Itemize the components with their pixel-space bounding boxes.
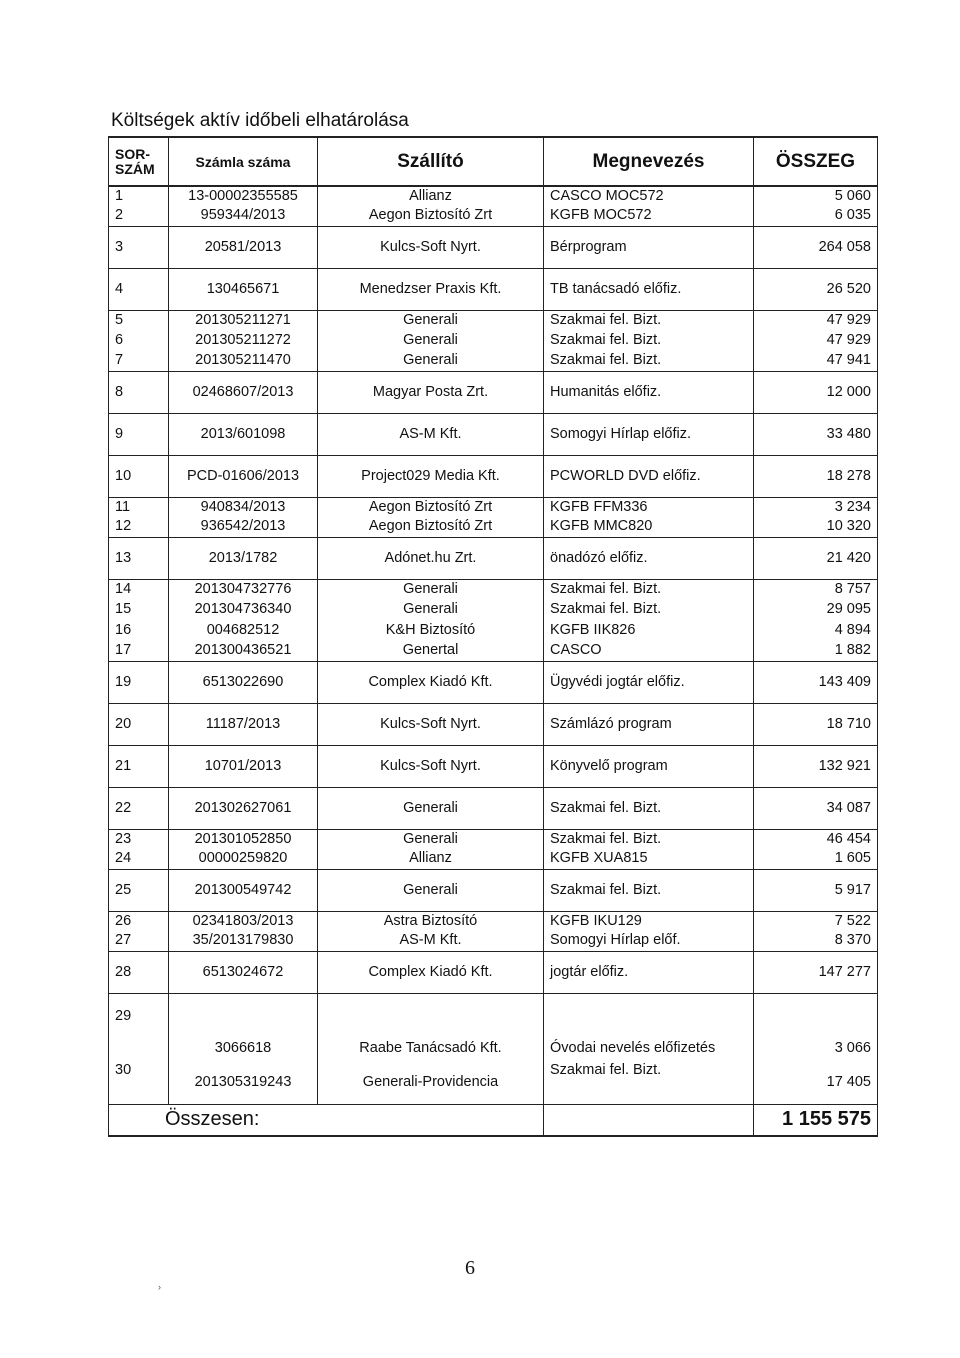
cell-megnevezes: Somogyi Hírlap előfiz. <box>544 413 754 455</box>
table-header-row <box>109 137 878 186</box>
cell-szallito: Aegon Biztosító Zrt <box>318 516 544 537</box>
total-label: Összesen: <box>109 1104 544 1136</box>
cell-osszeg: 1 605 <box>754 848 878 869</box>
cell-szamla: 201300549742 <box>169 869 318 911</box>
table-row <box>109 640 878 661</box>
table-row <box>109 619 878 640</box>
cell-szallito: Menedzser Praxis Kft. <box>318 268 544 310</box>
cell-osszeg: 6 035 <box>754 205 878 226</box>
cell-szallito: Genertal <box>318 640 544 661</box>
cell-megnevezes: Szakmai fel. Bizt. <box>544 598 754 619</box>
cell-szallito: Generali <box>318 350 544 371</box>
cell-osszeg: 47 929 <box>754 310 878 329</box>
cell-megnevezes: CASCO MOC572 <box>544 186 754 205</box>
cell-megnevezes: Somogyi Hírlap előf. <box>544 930 754 951</box>
cell-szallito: Generali <box>318 579 544 598</box>
table-row <box>109 598 878 619</box>
cell-megnevezes: KGFB XUA815 <box>544 848 754 869</box>
cell-szamla: 201305319243 <box>169 1060 318 1104</box>
cell-osszeg: 33 480 <box>754 413 878 455</box>
table-row <box>109 911 878 930</box>
cell-sor: 13 <box>109 537 169 579</box>
cell-szamla: 35/2013179830 <box>169 930 318 951</box>
table-row <box>109 537 878 579</box>
cell-sor: 4 <box>109 268 169 310</box>
cell-sor: 14 <box>109 579 169 598</box>
stray-mark: › <box>158 1282 161 1292</box>
cell-szamla: 201302627061 <box>169 787 318 829</box>
table-row <box>109 186 878 205</box>
cell-szamla: 11187/2013 <box>169 703 318 745</box>
cell-megnevezes: önadózó előfiz. <box>544 537 754 579</box>
cell-sor: 15 <box>109 598 169 619</box>
cell-megnevezes: PCWORLD DVD előfiz. <box>544 455 754 497</box>
cell-szamla: 004682512 <box>169 619 318 640</box>
table-row <box>109 310 878 329</box>
cell-osszeg: 5 917 <box>754 869 878 911</box>
cell-sor: 23 <box>109 829 169 848</box>
cell-megnevezes: Szakmai fel. Bizt. <box>544 787 754 829</box>
cell-sor: 11 <box>109 497 169 516</box>
cell-szallito: Generali <box>318 598 544 619</box>
cost-accruals-table <box>108 136 878 1137</box>
cell-szamla: 936542/2013 <box>169 516 318 537</box>
cell-sor: 29 <box>109 993 169 1060</box>
cell-szallito: K&H Biztosító <box>318 619 544 640</box>
cell-szamla: 201305211272 <box>169 329 318 350</box>
cell-szamla: 130465671 <box>169 268 318 310</box>
cell-szallito: Kulcs-Soft Nyrt. <box>318 745 544 787</box>
cell-osszeg: 132 921 <box>754 745 878 787</box>
table-row <box>109 371 878 413</box>
table-row <box>109 829 878 848</box>
table-row <box>109 930 878 951</box>
cell-szallito: Generali <box>318 310 544 329</box>
cell-szallito: Kulcs-Soft Nyrt. <box>318 226 544 268</box>
cell-szamla: 959344/2013 <box>169 205 318 226</box>
cell-megnevezes: Óvodai nevelés előfizetés <box>544 993 754 1060</box>
cell-megnevezes: KGFB IKU129 <box>544 911 754 930</box>
total-spacer <box>544 1104 754 1136</box>
cell-sor: 3 <box>109 226 169 268</box>
cell-szallito: Project029 Media Kft. <box>318 455 544 497</box>
cell-szallito: Allianz <box>318 186 544 205</box>
cell-szallito: Complex Kiadó Kft. <box>318 951 544 993</box>
cell-megnevezes: Szakmai fel. Bizt. <box>544 329 754 350</box>
table-row <box>109 413 878 455</box>
cell-sor: 8 <box>109 371 169 413</box>
cell-megnevezes: KGFB FFM336 <box>544 497 754 516</box>
total-row <box>109 1104 878 1136</box>
cell-szamla: 00000259820 <box>169 848 318 869</box>
cell-osszeg: 264 058 <box>754 226 878 268</box>
cell-sor: 28 <box>109 951 169 993</box>
table-row <box>109 205 878 226</box>
header-sor-szam: SOR- SZÁM <box>109 137 169 186</box>
cell-megnevezes: Bérprogram <box>544 226 754 268</box>
cell-szamla: 201304732776 <box>169 579 318 598</box>
cell-osszeg: 4 894 <box>754 619 878 640</box>
cell-megnevezes: Számlázó program <box>544 703 754 745</box>
cell-szallito: Generali <box>318 329 544 350</box>
cell-osszeg: 18 278 <box>754 455 878 497</box>
cell-sor: 7 <box>109 350 169 371</box>
table-row <box>109 869 878 911</box>
cell-osszeg: 29 095 <box>754 598 878 619</box>
cell-osszeg: 3 066 <box>754 993 878 1060</box>
table-row <box>109 516 878 537</box>
cell-sor: 10 <box>109 455 169 497</box>
cell-megnevezes: KGFB MMC820 <box>544 516 754 537</box>
table-row <box>109 455 878 497</box>
cell-sor: 21 <box>109 745 169 787</box>
cell-szamla: PCD-01606/2013 <box>169 455 318 497</box>
cell-szamla: 6513022690 <box>169 661 318 703</box>
cell-sor: 30 <box>109 1060 169 1104</box>
cell-szamla: 02468607/2013 <box>169 371 318 413</box>
cell-sor: 16 <box>109 619 169 640</box>
cell-szamla: 3066618 <box>169 993 318 1060</box>
cell-osszeg: 26 520 <box>754 268 878 310</box>
cell-megnevezes: KGFB MOC572 <box>544 205 754 226</box>
cell-szamla: 940834/2013 <box>169 497 318 516</box>
cell-osszeg: 10 320 <box>754 516 878 537</box>
cell-sor: 5 <box>109 310 169 329</box>
cell-sor: 19 <box>109 661 169 703</box>
cell-szallito: Generali <box>318 829 544 848</box>
cell-szamla: 201304736340 <box>169 598 318 619</box>
cell-szallito: Complex Kiadó Kft. <box>318 661 544 703</box>
table-row <box>109 579 878 598</box>
total-value: 1 155 575 <box>754 1104 878 1136</box>
cell-sor: 2 <box>109 205 169 226</box>
cell-osszeg: 47 941 <box>754 350 878 371</box>
cell-szallito: Adónet.hu Zrt. <box>318 537 544 579</box>
cell-szallito: Generali-Providencia <box>318 1060 544 1104</box>
table-row <box>109 661 878 703</box>
cell-szallito: AS-M Kft. <box>318 930 544 951</box>
cell-osszeg: 34 087 <box>754 787 878 829</box>
cell-szamla: 10701/2013 <box>169 745 318 787</box>
cell-szamla: 201305211271 <box>169 310 318 329</box>
cell-szallito: Generali <box>318 787 544 829</box>
page-title: Költségek aktív időbeli elhatárolása <box>111 110 409 131</box>
cell-megnevezes: Humanitás előfiz. <box>544 371 754 413</box>
cell-sor: 12 <box>109 516 169 537</box>
table-row <box>109 268 878 310</box>
header-osszeg: ÖSSZEG <box>754 137 878 186</box>
cell-megnevezes: Szakmai fel. Bizt. <box>544 869 754 911</box>
cell-szallito: Magyar Posta Zrt. <box>318 371 544 413</box>
cell-megnevezes: Ügyvédi jogtár előfiz. <box>544 661 754 703</box>
cell-szamla: 2013/601098 <box>169 413 318 455</box>
cell-sor: 6 <box>109 329 169 350</box>
cell-megnevezes: TB tanácsadó előfiz. <box>544 268 754 310</box>
cell-osszeg: 46 454 <box>754 829 878 848</box>
cell-sor: 25 <box>109 869 169 911</box>
cell-szamla: 2013/1782 <box>169 537 318 579</box>
table-row <box>109 497 878 516</box>
table-row <box>109 226 878 268</box>
cell-szamla: 201300436521 <box>169 640 318 661</box>
cell-szallito: Kulcs-Soft Nyrt. <box>318 703 544 745</box>
cell-megnevezes: jogtár előfiz. <box>544 951 754 993</box>
cell-osszeg: 18 710 <box>754 703 878 745</box>
header-megnevezes: Megnevezés <box>544 137 754 186</box>
table-row <box>109 848 878 869</box>
cell-sor: 26 <box>109 911 169 930</box>
cell-megnevezes: Szakmai fel. Bizt. <box>544 350 754 371</box>
cell-megnevezes: Szakmai fel. Bizt. <box>544 310 754 329</box>
cell-osszeg: 143 409 <box>754 661 878 703</box>
cell-megnevezes: KGFB IIK826 <box>544 619 754 640</box>
cell-szallito: AS-M Kft. <box>318 413 544 455</box>
cell-sor: 1 <box>109 186 169 205</box>
cell-osszeg: 17 405 <box>754 1060 878 1104</box>
cell-megnevezes: CASCO <box>544 640 754 661</box>
page-number: 6 <box>465 1257 475 1279</box>
table-row <box>109 329 878 350</box>
cell-szallito: Raabe Tanácsadó Kft. <box>318 993 544 1060</box>
cell-szamla: 13-00002355585 <box>169 186 318 205</box>
cell-osszeg: 12 000 <box>754 371 878 413</box>
header-szamla-szama: Számla száma <box>169 137 318 186</box>
table-row <box>109 951 878 993</box>
table-row <box>109 787 878 829</box>
cell-szamla: 20581/2013 <box>169 226 318 268</box>
cell-sor: 27 <box>109 930 169 951</box>
cell-osszeg: 21 420 <box>754 537 878 579</box>
cell-szamla: 6513024672 <box>169 951 318 993</box>
table-row <box>109 703 878 745</box>
cell-osszeg: 3 234 <box>754 497 878 516</box>
cell-szallito: Allianz <box>318 848 544 869</box>
cell-szallito: Astra Biztosító <box>318 911 544 930</box>
cell-szamla: 201305211470 <box>169 350 318 371</box>
cell-szallito: Generali <box>318 869 544 911</box>
cell-sor: 24 <box>109 848 169 869</box>
cell-osszeg: 147 277 <box>754 951 878 993</box>
cell-osszeg: 8 370 <box>754 930 878 951</box>
cell-osszeg: 8 757 <box>754 579 878 598</box>
cell-megnevezes: Szakmai fel. Bizt. <box>544 579 754 598</box>
cell-szamla: 02341803/2013 <box>169 911 318 930</box>
cell-megnevezes: Szakmai fel. Bizt. <box>544 1060 754 1104</box>
cell-sor: 9 <box>109 413 169 455</box>
cell-osszeg: 5 060 <box>754 186 878 205</box>
header-szallito: Szállító <box>318 137 544 186</box>
table-row <box>109 1060 878 1104</box>
cell-sor: 20 <box>109 703 169 745</box>
cell-szallito: Aegon Biztosító Zrt <box>318 497 544 516</box>
table-row <box>109 745 878 787</box>
cell-osszeg: 7 522 <box>754 911 878 930</box>
cell-szamla: 201301052850 <box>169 829 318 848</box>
cell-szallito: Aegon Biztosító Zrt <box>318 205 544 226</box>
cell-osszeg: 47 929 <box>754 329 878 350</box>
cell-megnevezes: Szakmai fel. Bizt. <box>544 829 754 848</box>
cell-megnevezes: Könyvelő program <box>544 745 754 787</box>
cell-sor: 22 <box>109 787 169 829</box>
table-row <box>109 993 878 1060</box>
table-row <box>109 350 878 371</box>
cell-osszeg: 1 882 <box>754 640 878 661</box>
cell-sor: 17 <box>109 640 169 661</box>
